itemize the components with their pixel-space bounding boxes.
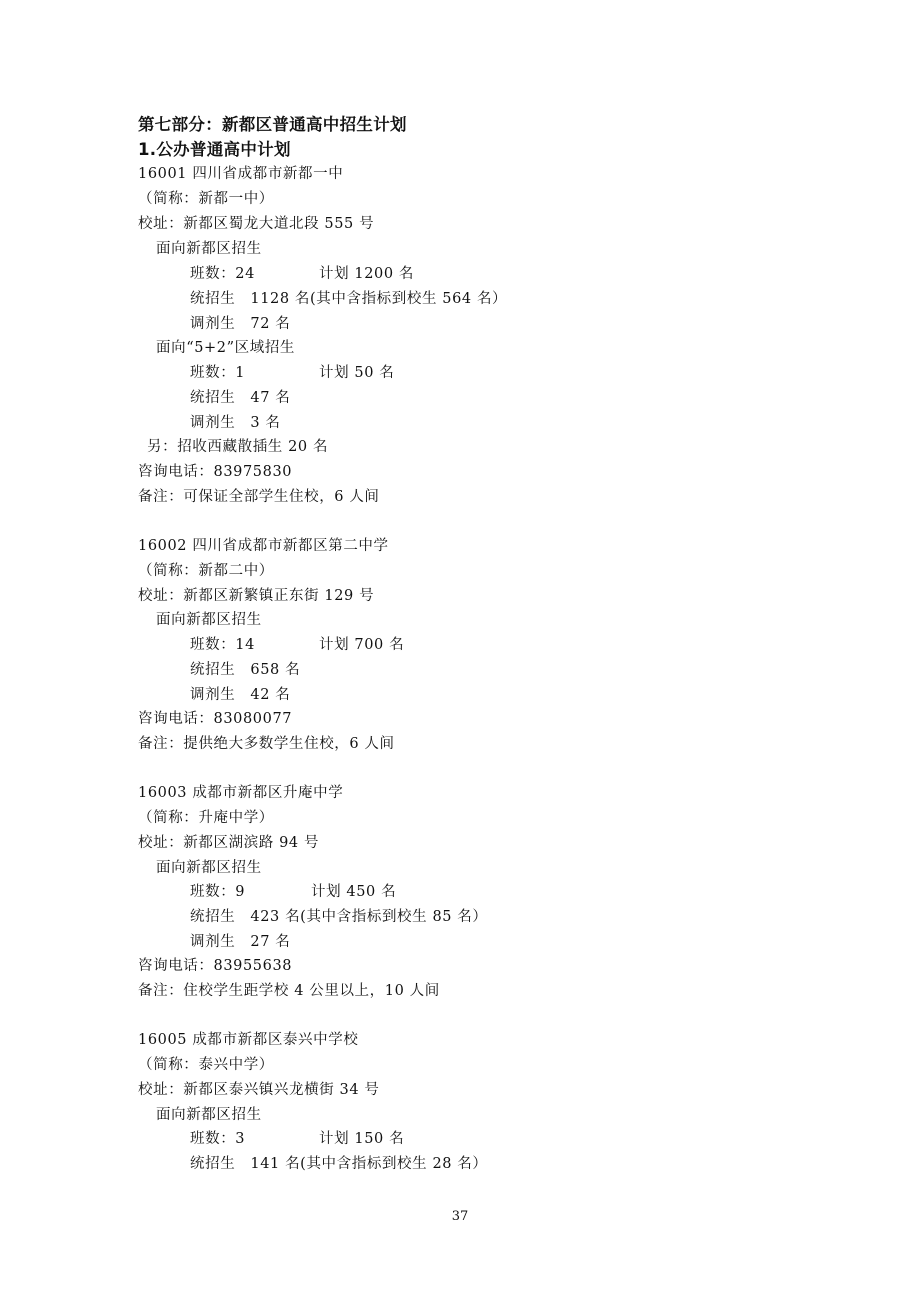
unified-enrollment: 统招生 1128 名(其中含指标到校生 564 名） — [190, 291, 508, 307]
enrollment-group-label: 面向新都区招生 — [156, 1107, 262, 1123]
extra-note: 另：招收西藏散插生 20 名 — [147, 439, 329, 455]
subsection-title: 1.公办普通高中计划 — [138, 140, 291, 159]
school-address: 校址：新都区泰兴镇兴龙横街 34 号 — [138, 1082, 380, 1098]
class-count: 班数：9 — [190, 884, 246, 900]
plan-quota: 计划 450 名 — [311, 884, 397, 900]
school-header: 16001 四川省成都市新都一中 — [138, 166, 344, 182]
unified-enrollment: 统招生 141 名(其中含指标到校生 28 名） — [190, 1156, 488, 1172]
class-count: 班数：14 — [190, 637, 255, 653]
class-count: 班数：3 — [190, 1131, 246, 1147]
school-address: 校址：新都区湖滨路 94 号 — [138, 835, 320, 851]
adjusted-enrollment: 调剂生 72 名 — [190, 316, 291, 332]
school-header: 16002 四川省成都市新都区第二中学 — [138, 538, 389, 554]
remark: 备注：可保证全部学生住校，6 人间 — [138, 489, 380, 505]
enrollment-group-label: 面向新都区招生 — [156, 612, 262, 628]
school-header: 16005 成都市新都区泰兴中学校 — [138, 1032, 359, 1048]
plan-quota: 计划 50 名 — [319, 365, 395, 381]
school-address: 校址：新都区新繁镇正东街 129 号 — [138, 588, 375, 604]
adjusted-enrollment: 调剂生 3 名 — [190, 415, 281, 431]
adjusted-enrollment: 调剂生 42 名 — [190, 687, 291, 703]
unified-enrollment: 统招生 658 名 — [190, 662, 301, 678]
unified-enrollment: 统招生 47 名 — [190, 390, 291, 406]
school-header: 16003 成都市新都区升庵中学 — [138, 785, 344, 801]
consult-phone: 咨询电话：83955638 — [138, 958, 293, 974]
page-number: 37 — [451, 1209, 469, 1224]
consult-phone: 咨询电话：83080077 — [138, 711, 293, 727]
school-short-name: （简称：新都一中） — [138, 191, 274, 207]
plan-quota: 计划 1200 名 — [319, 266, 415, 282]
class-count: 班数：24 — [190, 266, 255, 282]
plan-quota: 计划 150 名 — [319, 1131, 405, 1147]
enrollment-group-label: 面向新都区招生 — [156, 860, 262, 876]
school-short-name: （简称：升庵中学） — [138, 810, 274, 826]
section-title: 第七部分：新都区普通高中招生计划 — [138, 115, 407, 134]
school-short-name: （简称：泰兴中学） — [138, 1057, 274, 1073]
remark: 备注：提供绝大多数学生住校，6 人间 — [138, 736, 395, 752]
enrollment-group-label: 面向新都区招生 — [156, 241, 262, 257]
plan-quota: 计划 700 名 — [319, 637, 405, 653]
school-short-name: （简称：新都二中） — [138, 563, 274, 579]
consult-phone: 咨询电话：83975830 — [138, 464, 293, 480]
unified-enrollment: 统招生 423 名(其中含指标到校生 85 名） — [190, 909, 488, 925]
school-address: 校址：新都区蜀龙大道北段 555 号 — [138, 216, 375, 232]
remark: 备注：住校学生距学校 4 公里以上，10 人间 — [138, 983, 440, 999]
adjusted-enrollment: 调剂生 27 名 — [190, 934, 291, 950]
class-count: 班数：1 — [190, 365, 246, 381]
enrollment-group-label: 面向“5+2”区域招生 — [156, 340, 296, 356]
